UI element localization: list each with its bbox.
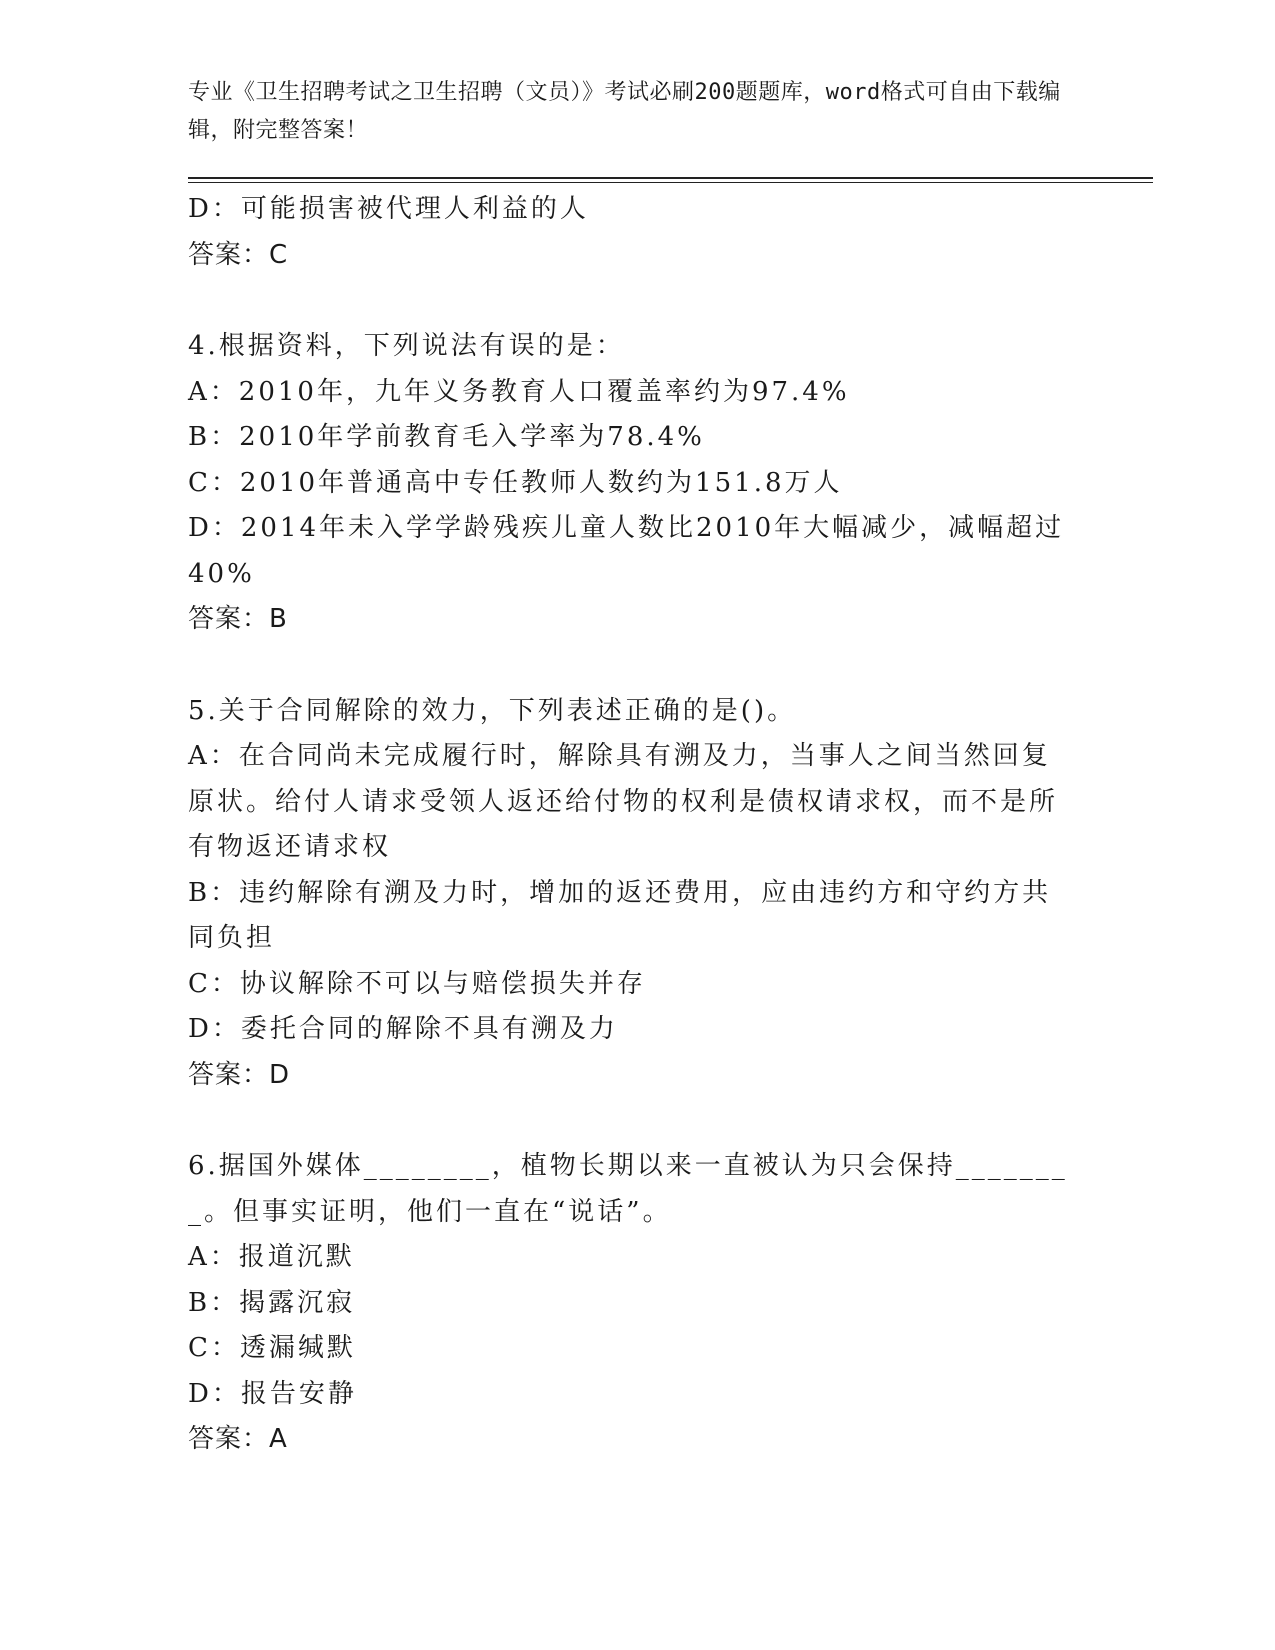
- option-b: B：2010年学前教育毛入学率为78.4%: [188, 422, 705, 452]
- page-header: 专业《卫生招聘考试之卫生招聘（文员）》考试必刷200题题库，word格式可自由下载编辑，附完整答案！: [188, 80, 1061, 143]
- spacer: [188, 643, 1068, 689]
- answer-label: 答案：A: [188, 1424, 288, 1454]
- question-5: [188, 689, 1068, 1099]
- question-stem: 4.根据资料，下列说法有误的是：: [188, 331, 625, 361]
- header-rule-thick: [188, 177, 1153, 179]
- option-c: C：透漏缄默: [188, 1333, 356, 1363]
- option-c: C：2010年普通高中专任教师人数约为151.8万人: [188, 467, 843, 498]
- prev-option-d: D：可能损害被代理人利益的人: [188, 194, 589, 224]
- header-rule-thin: [188, 182, 1153, 183]
- answer-label: 答案：B: [188, 604, 288, 634]
- option-b: B：违约解除有溯及力时，增加的返还费用，应由违约方和守约方共同负担: [188, 877, 1052, 953]
- option-d: D：2014年未入学学龄残疾儿童人数比2010年大幅减少，减幅超过40%: [188, 513, 1065, 589]
- spacer: [188, 1098, 1068, 1144]
- option-b: B：揭露沉寂: [188, 1287, 356, 1318]
- option-a: A：2010年，九年义务教育人口覆盖率约为97.4%: [188, 376, 850, 407]
- question-4: [188, 324, 1068, 643]
- option-d: D：委托合同的解除不具有溯及力: [188, 1014, 618, 1044]
- question-6: [188, 1144, 1068, 1463]
- option-a: A：报道沉默: [188, 1242, 355, 1272]
- spacer: [188, 278, 1068, 324]
- question-stem: 5.关于合同解除的效力，下列表述正确的是()。: [188, 695, 797, 726]
- option-a: A：在合同尚未完成履行时，解除具有溯及力，当事人之间当然回复原状。给付人请求受领人返还给付物的权利是债权请求权，而不是所有物返还请求权: [188, 741, 1059, 862]
- option-c: C：协议解除不可以与赔偿损失并存: [188, 968, 646, 999]
- answer-label: 答案：D: [188, 1059, 291, 1090]
- option-d: D：报告安静: [188, 1378, 357, 1409]
- question-stem: 6.据国外媒体________，植物长期以来一直被认为只会保持________。但事实证明，他们一直在“说话”。: [188, 1151, 1068, 1227]
- prev-answer: 答案：C: [188, 239, 289, 270]
- question-content: [188, 187, 1068, 1463]
